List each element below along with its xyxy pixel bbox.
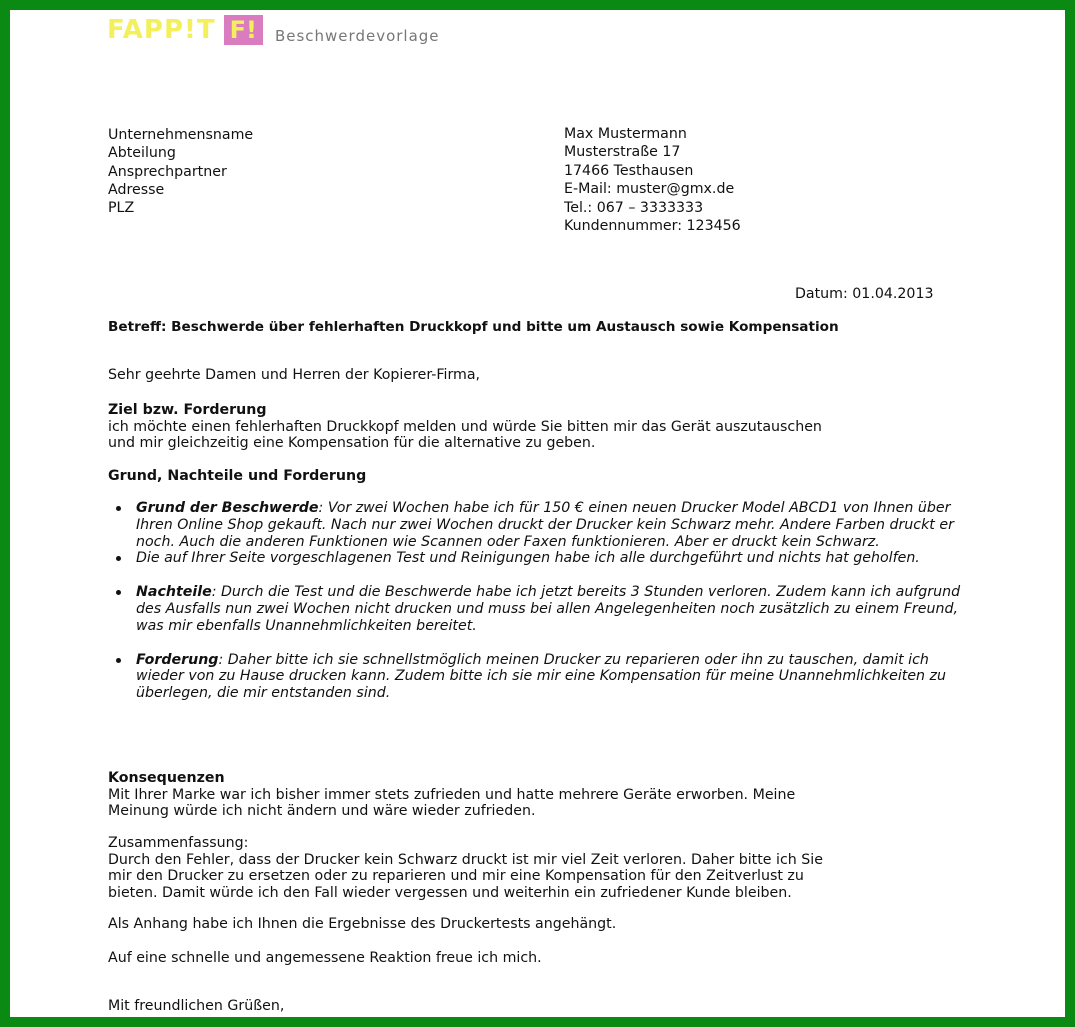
point-text: : Vor zwei Wochen habe ich für 150 € einen neuen Drucker Model ABCD1 von Ihnen über Ihren Online Shop gekauft. Nach nur zwei Wochen druckt der Drucker kein Schwarz mehr. Andere Farben druckt er noch. Auch die anderen Funktionen wie Scannen oder Faxen funktionieren. Aber er druckt kein Schwarz.: [136, 500, 954, 550]
summary-line: mir den Drucker zu ersetzen oder zu reparieren und mir eine Kompensation für den Zeitverlust zu: [108, 868, 804, 884]
list-item: [108, 652, 968, 702]
consequences-heading: Konsequenzen: [108, 770, 225, 786]
reasons-list: [108, 500, 968, 702]
goal-section: [108, 402, 968, 452]
point-text: Die auf Ihrer Seite vorgeschlagenen Test und Reinigungen habe ich alle durchgeführt und nichts hat geholfen.: [136, 550, 920, 567]
sender-line: Kundennummer: 123456: [564, 218, 741, 235]
recipient-line: PLZ: [108, 200, 135, 217]
recipient-line: Abteilung: [108, 145, 176, 162]
salutation: Sehr geehrte Damen und Herren der Kopierer-Firma,: [108, 367, 481, 383]
point-text: : Daher bitte ich sie schnellstmöglich meinen Drucker zu reparieren oder ihn zu tauschen, damit ich wieder von zu Hause drucken kann. Zudem bitte ich sie mir eine Kompensation für meine Unannehmlichkeiten zu überlegen, die mir entstanden sind.: [136, 651, 946, 702]
goal-line: und mir gleichzeitig eine Kompensation für die alternative zu geben.: [108, 435, 596, 451]
logo-badge: F!: [224, 15, 263, 45]
sender-line: 17466 Testhausen: [564, 162, 694, 179]
reasons-heading: Grund, Nachteile und Forderung: [108, 468, 367, 484]
recipient-line: Unternehmensname: [108, 127, 254, 143]
bullet-icon: [116, 590, 121, 595]
point-label: Forderung: [136, 651, 219, 668]
point-label: Nachteile: [136, 584, 212, 601]
summary-line: bieten. Damit würde ich den Fall wieder vergessen und weiterhin ein zufriedener Kunde bleiben.: [108, 884, 792, 901]
point-label: Grund der Beschwerde: [136, 500, 319, 516]
letter-date: Datum: 01.04.2013: [795, 286, 934, 302]
farewell: Mit freundlichen Grüßen,: [108, 998, 285, 1014]
consequences-line: Mit Ihrer Marke war ich bisher immer stets zufrieden und hatte mehrere Geräte erworben. Meine: [108, 786, 796, 803]
attachment-note: Als Anhang habe ich Ihnen die Ergebnisse des Druckertests angehängt.: [108, 916, 617, 932]
letter-subject: Betreff: Beschwerde über fehlerhaften Druckkopf und bitte um Austausch sowie Kompensation: [108, 319, 839, 335]
summary-heading: Zusammenfassung:: [108, 835, 249, 851]
goal-heading: Ziel bzw. Forderung: [108, 402, 267, 418]
sender-line: E-Mail: muster@gmx.de: [564, 181, 735, 198]
list-item: [108, 500, 968, 550]
consequences-line: Meinung würde ich nicht ändern und wäre wieder zufrieden.: [108, 803, 536, 819]
recipient-line: Adresse: [108, 181, 165, 198]
closing-request: Auf eine schnelle und angemessene Reaktion freue ich mich.: [108, 950, 542, 966]
point-text: : Durch die Test und die Beschwerde habe ich jetzt bereits 3 Stunden verloren. Zudem kann ich aufgrund des Ausfalls nun zwei Wochen nicht drucken und muss bei allen Angelegenheiten noch zusätzlich zu einem Freund, was mir ebenfalls Unannehmlichkeiten bereitet.: [136, 584, 961, 634]
list-item: [108, 550, 968, 567]
bullet-icon: [116, 556, 121, 561]
recipient-block: [108, 126, 253, 217]
goal-line: ich möchte einen fehlerhaften Druckkopf melden und würde Sie bitten mir das Gerät auszutauschen: [108, 418, 822, 435]
sender-line: Musterstraße 17: [564, 144, 681, 161]
sender-block: [564, 125, 741, 235]
logo-wordmark: FAPP!T: [107, 15, 216, 45]
summary-section: [108, 835, 968, 901]
logo: [107, 12, 440, 48]
bullet-icon: [116, 506, 121, 511]
letter-page: [10, 10, 1065, 1017]
summary-line: Durch den Fehler, dass der Drucker kein Schwarz druckt ist mir viel Zeit verloren. Daher bitte ich Sie: [108, 851, 823, 868]
sender-line: Max Mustermann: [564, 126, 687, 142]
document-subtitle: Beschwerdevorlage: [274, 27, 440, 45]
bullet-icon: [116, 658, 121, 663]
list-item: [108, 584, 968, 634]
consequences-section: [108, 770, 968, 820]
sender-line: Tel.: 067 – 3333333: [564, 199, 704, 216]
recipient-line: Ansprechpartner: [108, 163, 227, 180]
